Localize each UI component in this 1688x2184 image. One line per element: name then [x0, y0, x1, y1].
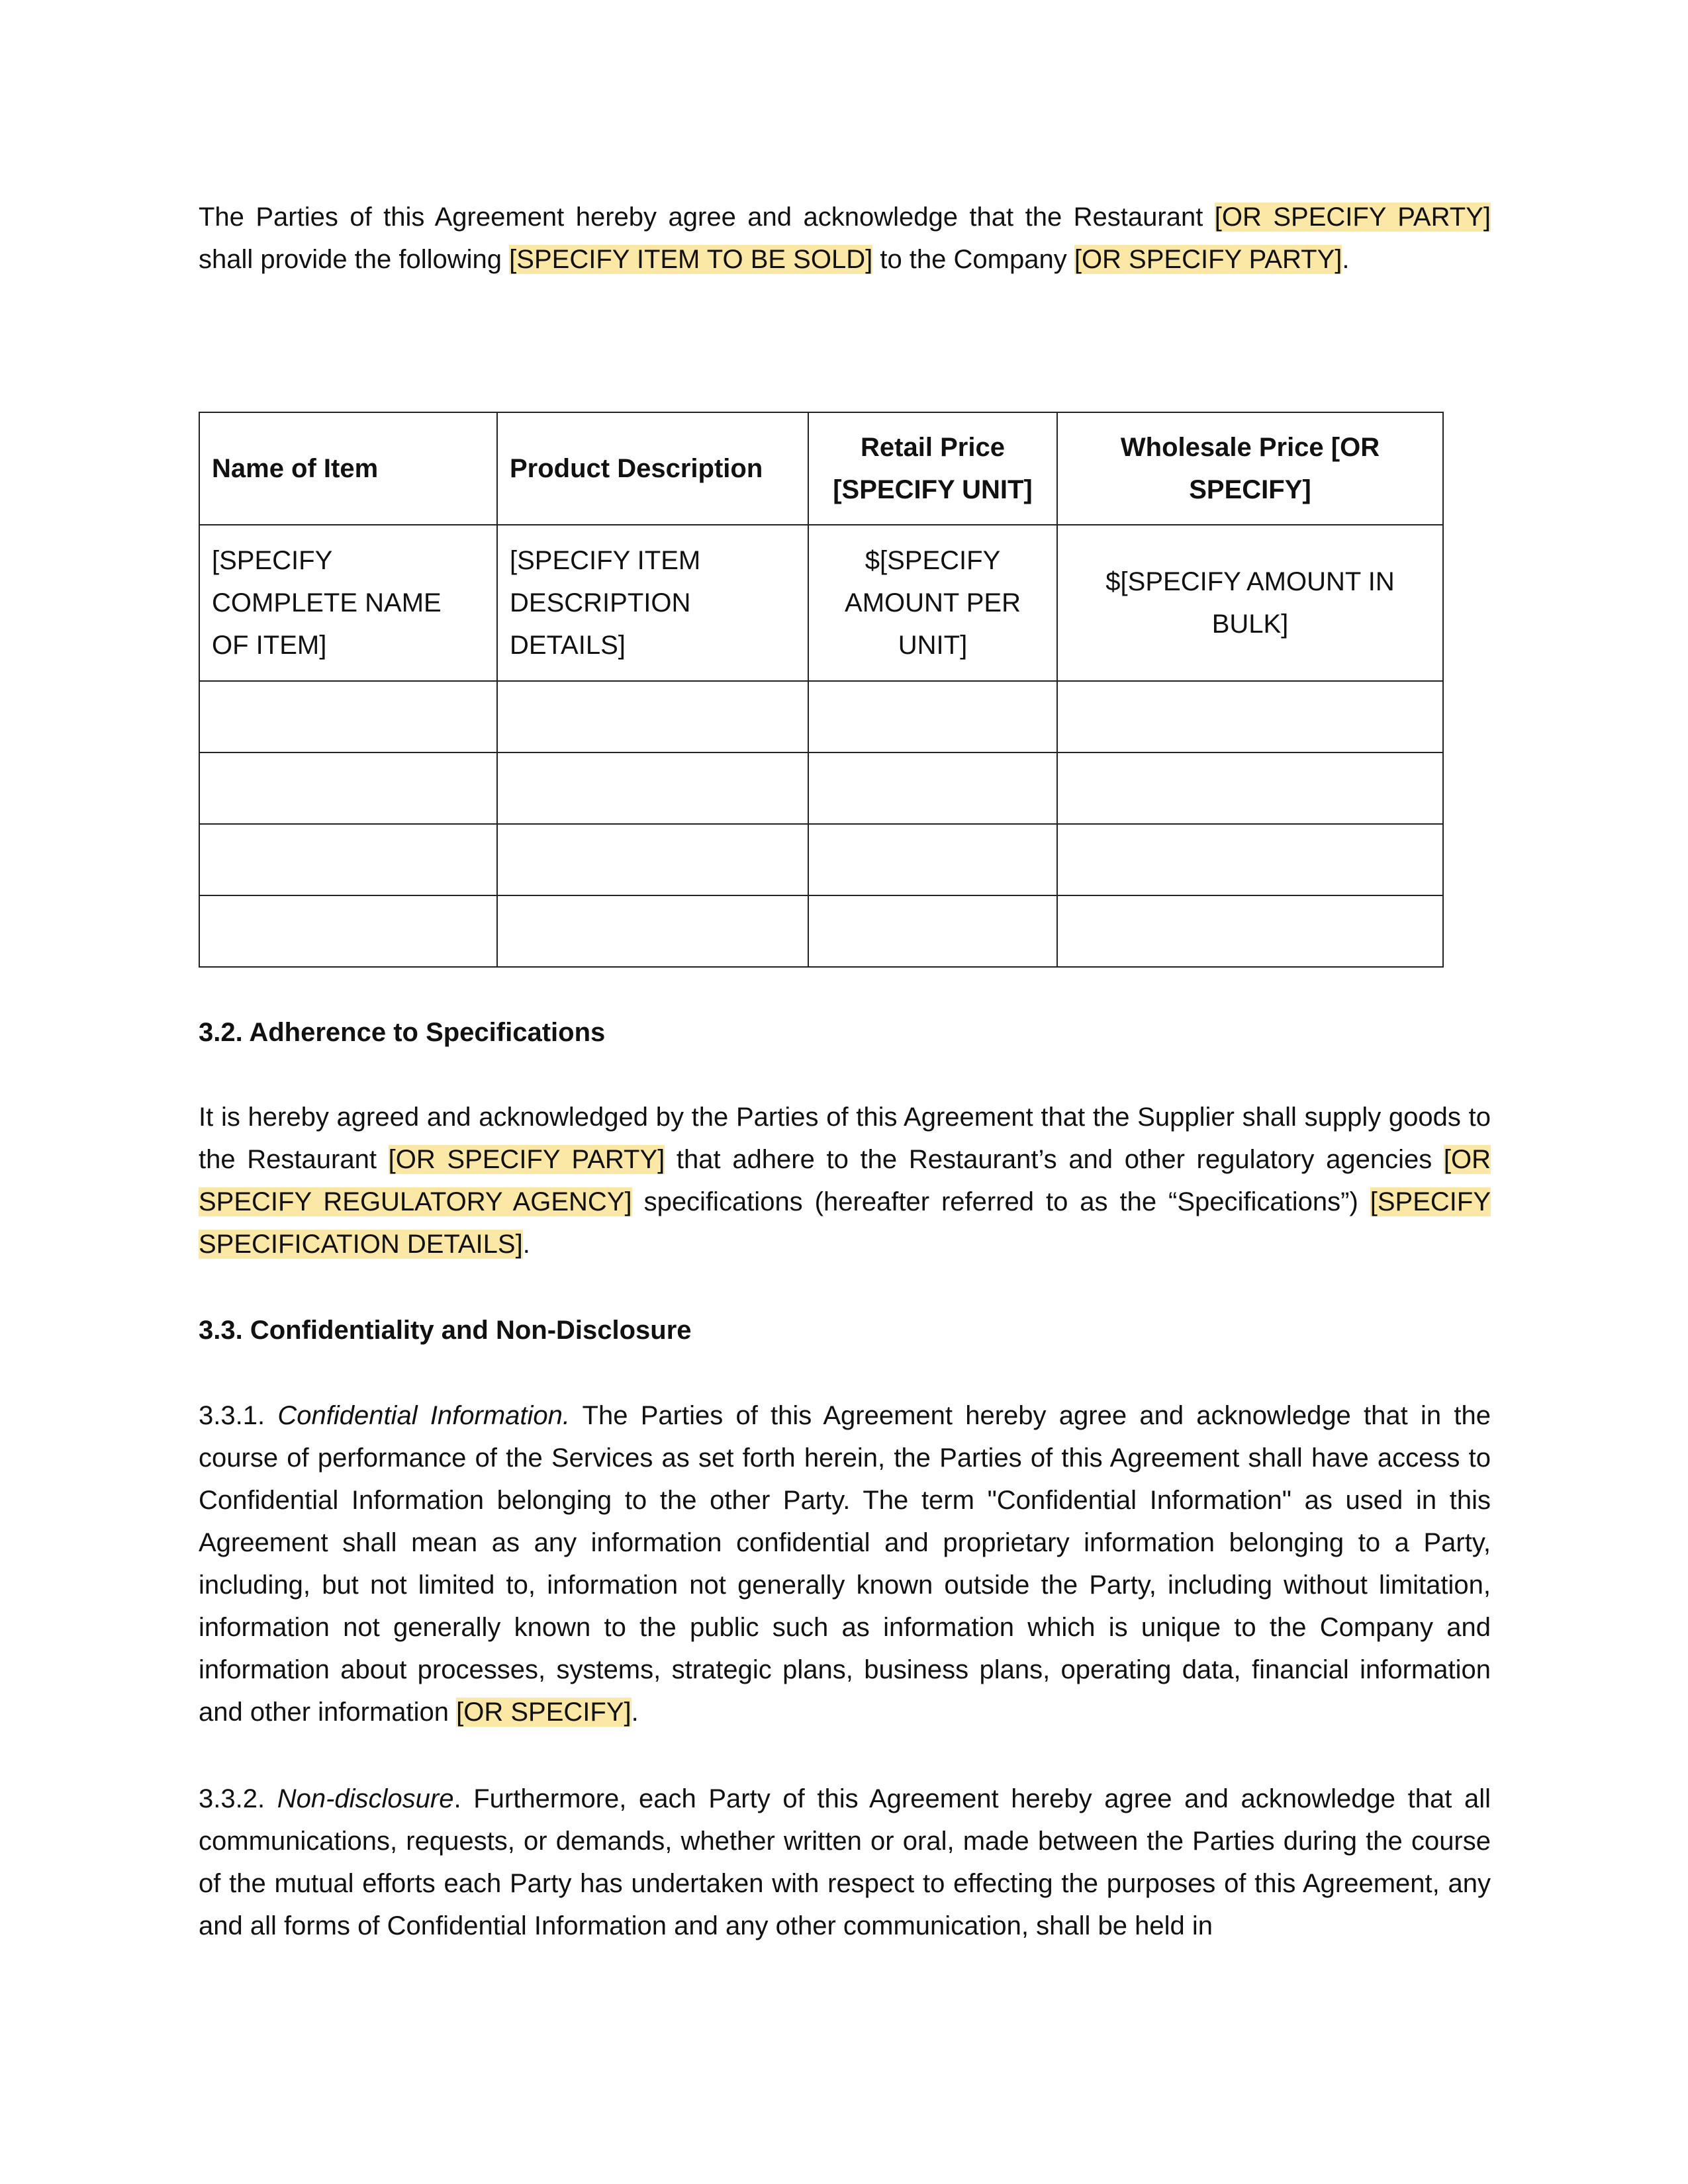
intro-text-4: .	[1342, 245, 1350, 274]
table-cell	[199, 895, 497, 967]
placeholder-item-to-be-sold: [SPECIFY ITEM TO BE SOLD]	[509, 245, 873, 274]
clause-text: . Furthermore, each Party of this Agreement hereby agree and acknowledge that all communications, requests, or demands, whether written or oral, made between the Parties during the course of the mutual efforts each Party has undertaken with respect to effecting the purposes of this Agreement, any and all forms of Confidential Information and any other communication, shall be held in	[199, 1784, 1491, 1940]
table-row	[199, 525, 1443, 681]
table-cell	[1057, 895, 1443, 967]
placeholder-company-party: [OR SPECIFY PARTY]	[1074, 245, 1342, 274]
table-cell	[1057, 681, 1443, 752]
header-retail-price: Retail Price [SPECIFY UNIT]	[808, 412, 1057, 525]
table-cell	[497, 681, 808, 752]
table-row	[199, 824, 1443, 895]
item-pricing-table	[199, 412, 1444, 968]
placeholder-specification-details: [SPECIFY SPECIFICATION DETAILS]	[199, 1187, 1491, 1259]
table-cell: $[SPECIFY AMOUNT IN BULK]	[1057, 525, 1443, 681]
table-row	[199, 752, 1443, 824]
clause-title: Non-disclosure	[277, 1784, 454, 1813]
placeholder-regulatory-agency: [OR SPECIFY REGULATORY AGENCY]	[199, 1145, 1491, 1216]
adherence-paragraph	[199, 1096, 1491, 1265]
intro-paragraph	[199, 196, 1491, 281]
section-heading-adherence: 3.2. Adherence to Specifications	[199, 1018, 606, 1047]
table-row	[199, 895, 1443, 967]
placeholder-restaurant-party: [OR SPECIFY PARTY]	[1214, 203, 1491, 232]
table-cell	[497, 895, 808, 967]
table-cell	[199, 752, 497, 824]
header-wholesale-price: Wholesale Price [OR SPECIFY]	[1057, 412, 1443, 525]
table-cell	[497, 752, 808, 824]
table-cell	[199, 824, 497, 895]
table-cell	[1057, 752, 1443, 824]
adherence-text-4: .	[522, 1230, 530, 1259]
table-row	[199, 681, 1443, 752]
table-cell: [SPECIFY ITEM DESCRIPTION DETAILS]	[497, 525, 808, 681]
table-cell	[199, 681, 497, 752]
table-cell	[808, 752, 1057, 824]
clause-number: 3.3.1.	[199, 1401, 278, 1430]
non-disclosure-paragraph	[199, 1778, 1491, 1947]
confidential-information-paragraph	[199, 1394, 1491, 1733]
table-cell	[808, 895, 1057, 967]
clause-title: Confidential Information.	[277, 1401, 571, 1430]
intro-text-3: to the Company	[872, 245, 1074, 274]
intro-text-1: The Parties of this Agreement hereby agree and acknowledge that the Restaurant	[199, 203, 1215, 232]
table-cell	[808, 681, 1057, 752]
table-cell: $[SPECIFY AMOUNT PER UNIT]	[808, 525, 1057, 681]
table-cell	[808, 824, 1057, 895]
adherence-text-3: specifications (hereafter referred to as the “Specifications”)	[632, 1187, 1370, 1216]
intro-text-2: shall provide the following	[199, 245, 510, 274]
clause-number: 3.3.2.	[199, 1784, 277, 1813]
table-header-row	[199, 412, 1443, 525]
header-product-description: Product Description	[497, 412, 808, 525]
clause-end: .	[631, 1698, 639, 1727]
header-name-of-item: Name of Item	[199, 412, 497, 525]
placeholder-or-specify: [OR SPECIFY]	[456, 1698, 632, 1727]
table-cell: [SPECIFY COMPLETE NAME OF ITEM]	[199, 525, 497, 681]
table-cell	[497, 824, 808, 895]
table-cell	[1057, 824, 1443, 895]
placeholder-restaurant-party: [OR SPECIFY PARTY]	[388, 1145, 665, 1174]
adherence-text-1: It is hereby agreed and acknowledged by the Parties of this Agreement that the Supplier shall supply goods to the Restaurant	[199, 1103, 1491, 1174]
adherence-text-2: that adhere to the Restaurant’s and other regulatory agencies	[665, 1145, 1444, 1174]
section-heading-confidentiality: 3.3. Confidentiality and Non-Disclosure	[199, 1316, 692, 1345]
clause-text: The Parties of this Agreement hereby agree and acknowledge that in the course of performance of the Services as set forth herein, the Parties of this Agreement shall have access to Confidential Information belonging to the other Party. The term "Confidential Information" as used in this Agreement shall mean as any information confidential and proprietary information belonging to a Party, including, but not limited to, information not generally known outside the Party, including without limitation, information not generally known to the public such as information which is unique to the Company and information about processes, systems, strategic plans, business plans, operating data, financial information and other information	[199, 1401, 1491, 1727]
